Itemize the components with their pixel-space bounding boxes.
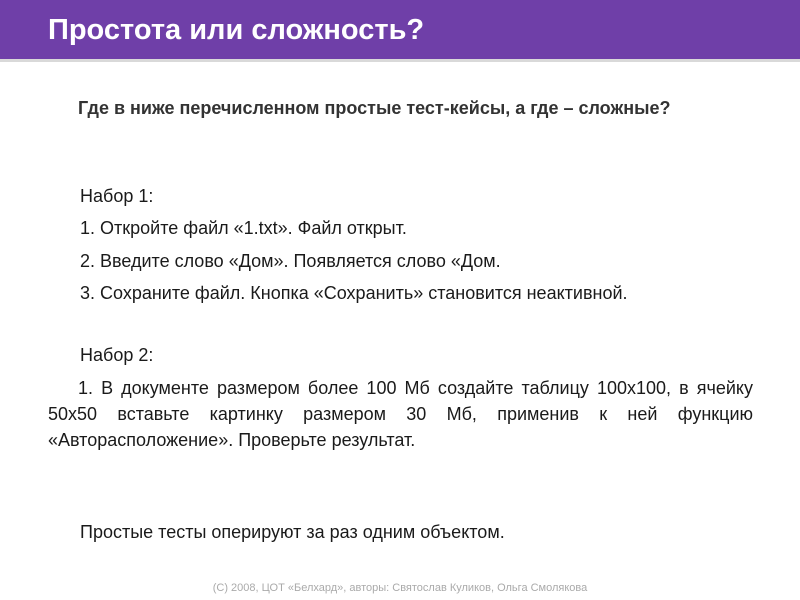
set1-heading: Набор 1: [80,186,154,206]
set2-item-1: 1. В документе размером более 100 Мб создайте таблицу 100х100, в ячейку 50х50 вставьте картинку размером 30 Мб, применив к ней функцию «Авторасположение». Проверьте результат. [48,378,753,450]
set1-item-2: 2. Введите слово «Дом». Появляется слово «Дом. [80,251,501,271]
slide-title: Простота или сложность? [48,14,425,46]
set1-item-1: 1. Откройте файл «1.txt». Файл открыт. [80,218,407,238]
set2-heading: Набор 2: [80,345,154,365]
footer-copyright: (С) 2008, ЦОТ «Белхард», авторы: Святослав Куликов, Ольга Смолякова [212,582,588,594]
conclusion-text: Простые тесты оперируют за раз одним объектом. [80,522,505,542]
question-text: Где в ниже перечисленном простые тест-кейсы, а где – сложные? [78,98,671,118]
set1-item-3: 3. Сохраните файл. Кнопка «Сохранить» становится неактивной. [80,283,628,303]
title-bar [0,0,800,62]
